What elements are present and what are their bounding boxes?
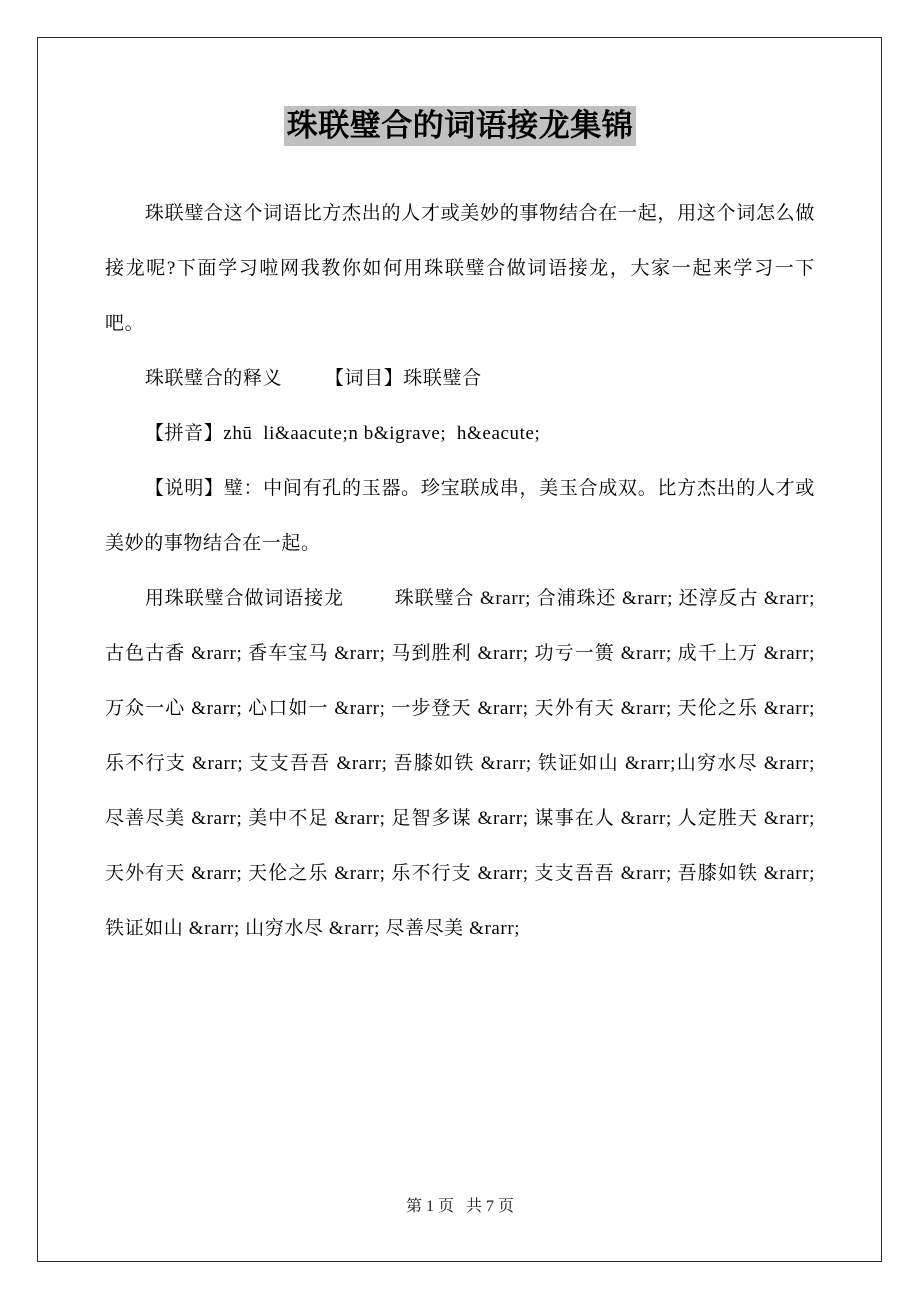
title-spacer <box>105 148 815 186</box>
paragraph-intro: 珠联璧合这个词语比方杰出的人才或美妙的事物结合在一起，用这个词怎么做接龙呢?下面学习啦网我教你如何用珠联璧合做词语接龙，大家一起来学习一下吧。 <box>105 203 815 334</box>
page-title <box>105 104 815 148</box>
paragraph-pinyin: 【拼音】zhū li&aacute;n b&igrave; h&eacute; <box>144 423 541 444</box>
page-number-label: 第 1 页 共 7 页 <box>405 1198 514 1215</box>
page-title-text: 珠联璧合的词语接龙集锦 <box>284 106 637 146</box>
paragraph-explanation: 【说明】璧：中间有孔的玉器。珍宝联成串，美玉合成双。比方杰出的人才或美妙的事物结合在一起。 <box>105 478 815 554</box>
document-content <box>105 104 821 956</box>
paragraph-definition-heading: 珠联璧合的释义 【词目】珠联璧合 <box>144 368 482 389</box>
page-footer <box>0 1196 920 1218</box>
paragraph-word-chain: 用珠联璧合做词语接龙 珠联璧合 &rarr; 合浦珠还 &rarr; 还淳反古 &rarr; 古色古香 &rarr; 香车宝马 &rarr; 马到胜利 &rarr; 功亏一篑 &rarr; 成千上万 &rarr; 万众一心 &rarr; 心口如一 &rarr; 一步登天 &rarr; 天外有天 &rarr; 天伦之乐 &rarr; 乐不行支 &rarr; 支支吾吾 &rarr; 吾膝如铁 &rarr; 铁证如山 &rarr;山穷水尽 &rarr; 尽善尽美 &rarr; 美中不足 &rarr; 足智多谋 &rarr; 谋事在人 &rarr; 人定胜天 &rarr; 天外有天 &rarr; 天伦之乐 &rarr; 乐不行支 &rarr; 支支吾吾 &rarr; 吾膝如铁 &rarr; 铁证如山 &rarr; 山穷水尽 &rarr; 尽善尽美 &rarr; <box>105 588 821 939</box>
